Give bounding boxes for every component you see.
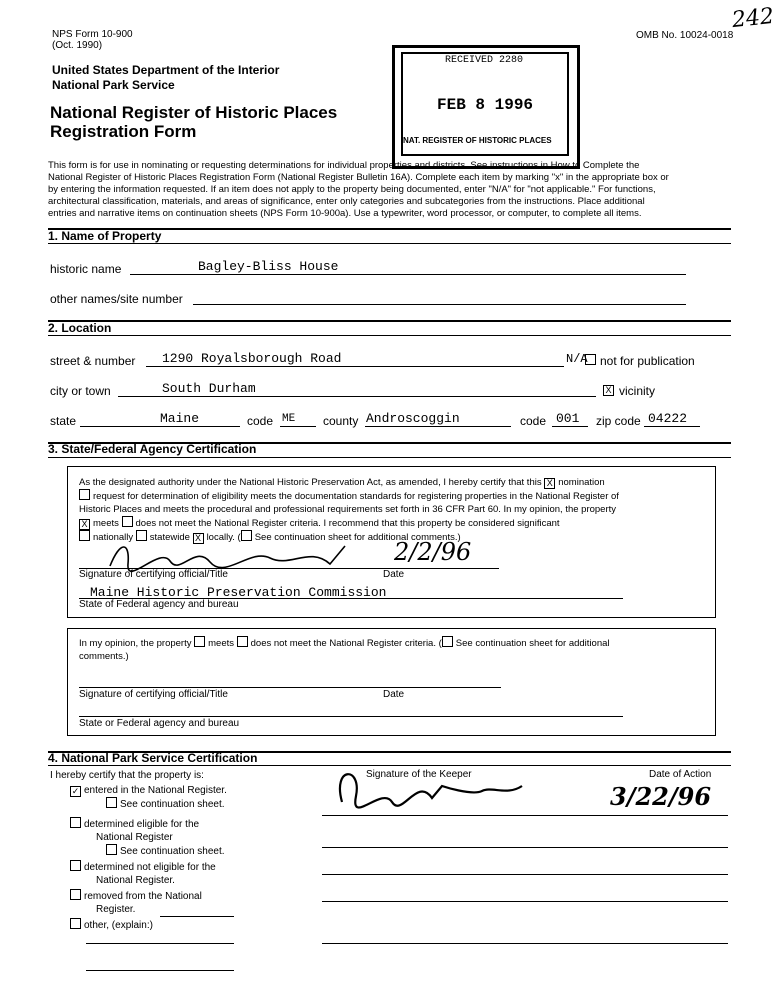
zip-label: zip code	[596, 414, 641, 428]
department: United States Department of the Interior	[52, 63, 280, 77]
street-line	[146, 366, 564, 367]
eligible-checkbox[interactable]	[70, 817, 81, 828]
entered-label: entered in the National Register.	[84, 785, 227, 796]
other-label: other, (explain:)	[84, 920, 153, 931]
county-label: county	[323, 414, 359, 428]
section-4-title: 4. National Park Service Certification	[48, 751, 258, 765]
title-line-2: Registration Form	[50, 122, 197, 141]
stamp-received: RECEIVED 2280	[445, 55, 524, 66]
historic-name-value[interactable]: Bagley-Bliss House	[198, 259, 339, 274]
intro-line: National Register of Historic Places Registration Form (National Register Bulletin 16A). Complete each item by marking "x" in the appropriate box or	[48, 172, 669, 183]
county-code-line	[552, 426, 588, 427]
received-stamp	[392, 45, 580, 169]
opinion-meets-checkbox[interactable]	[194, 636, 205, 647]
eligible-continuation-checkbox[interactable]	[106, 844, 117, 855]
keeper-line	[322, 815, 728, 816]
county-line	[365, 426, 511, 427]
reference-number: 242	[730, 3, 776, 34]
cert-line-2: request for determination of eligibility meets the documentation standards for registering properties in the National Register of	[93, 491, 619, 502]
intro-line: architectural classification, materials, and areas of significance, enter only categories and subcategories from the instructions. Place additional	[48, 196, 645, 207]
other-explain-line[interactable]	[160, 916, 234, 917]
continuation-label: See continuation sheet.	[120, 846, 225, 857]
agency-value[interactable]: Maine Historic Preservation Commission	[90, 585, 387, 600]
agency2-label: State or Federal agency and bureau	[79, 718, 240, 729]
county-code-value[interactable]: 001	[556, 411, 580, 426]
other-checkbox[interactable]	[70, 918, 81, 929]
opinion-text	[79, 636, 709, 663]
title-line-1: National Register of Historic Places	[50, 103, 338, 122]
vicinity-checkbox[interactable]: X	[603, 385, 614, 396]
keeper-line[interactable]	[322, 901, 728, 902]
cert-line-4: does not meet the National Register criteria. I recommend that this property be considered significant	[135, 518, 560, 529]
action-date[interactable]: 3/22/96	[610, 782, 712, 811]
signature2-label: Signature of certifying official/Title	[79, 689, 228, 700]
date-label: Date	[383, 569, 405, 580]
street-label: street & number	[50, 354, 136, 368]
instructions	[48, 160, 738, 220]
county-value[interactable]: Androscoggin	[366, 411, 460, 426]
city-line	[118, 396, 596, 397]
nomination-checkbox[interactable]: X	[544, 478, 555, 489]
state-label: state	[50, 414, 77, 428]
opinion-meets-label: meets	[208, 638, 234, 649]
opinion-line: In my opinion, the property	[79, 638, 192, 649]
signature2-line[interactable]	[79, 687, 501, 688]
not-eligible-label: determined not eligible for the	[84, 862, 216, 873]
zip-line	[644, 426, 700, 427]
form-number: NPS Form 10-900	[52, 29, 133, 40]
keeper-label: Signature of the Keeper	[366, 769, 472, 780]
state-line	[80, 426, 240, 427]
section-1-title: 1. Name of Property	[48, 229, 162, 243]
state-code-line	[280, 426, 316, 427]
keeper-line[interactable]	[322, 943, 728, 944]
opinion-line: See continuation sheet for additional	[455, 638, 610, 649]
meets-checkbox[interactable]: X	[79, 519, 90, 530]
intro-line: by entering the information requested. If an item does not apply to the property being documented, enter "N/A" for "not applicable." For functions,	[48, 184, 656, 195]
entered-continuation-checkbox[interactable]	[106, 797, 117, 808]
omb-number: OMB No. 10024-0018	[636, 30, 734, 41]
form-title	[50, 103, 337, 141]
other-names-label: other names/site number	[50, 292, 183, 306]
street-value[interactable]: 1290 Royalsborough Road	[162, 351, 342, 366]
form-date: (Oct. 1990)	[52, 40, 103, 51]
section-rule	[48, 457, 731, 458]
county-code-label: code	[520, 414, 547, 428]
explain-line[interactable]	[86, 943, 234, 944]
cert-line-3: Historic Places and meets the procedural and professional requirements set forth in 36 CFR Part 60. In my opinion, the property	[79, 504, 617, 515]
opinion-line: comments.)	[79, 651, 129, 662]
service: National Park Service	[52, 78, 175, 92]
city-label: city or town	[50, 384, 111, 398]
section-rule	[48, 243, 731, 244]
state-value[interactable]: Maine	[160, 411, 200, 426]
section-2-title: 2. Location	[48, 321, 112, 335]
meets-label: meets	[93, 518, 119, 529]
state-code-value[interactable]: ME	[282, 413, 296, 425]
nps-options	[70, 784, 227, 932]
continuation-label: See continuation sheet.	[120, 799, 225, 810]
locally-checkbox[interactable]: X	[193, 533, 204, 544]
removed-checkbox[interactable]	[70, 889, 81, 900]
stamp-date: FEB 8 1996	[437, 96, 534, 114]
not-eligible-checkbox[interactable]	[70, 860, 81, 871]
not-for-publication-label: not for publication	[600, 354, 695, 368]
certification-date[interactable]: 2/2/96	[394, 538, 472, 566]
section-rule	[48, 335, 731, 336]
eligible-label-2: National Register	[96, 832, 173, 843]
certify-statement: I hereby certify that the property is:	[50, 770, 204, 781]
state-code-label: code	[247, 414, 274, 428]
nationally-label: nationally	[93, 532, 134, 543]
zip-value[interactable]: 04222	[648, 411, 688, 426]
other-names-line[interactable]	[193, 304, 686, 305]
removed-label-2: Register.	[96, 904, 136, 915]
city-value[interactable]: South Durham	[162, 381, 256, 396]
opinion-continuation-checkbox[interactable]	[442, 636, 453, 647]
cert-line-5: See continuation sheet for additional comments.)	[254, 532, 461, 543]
nomination-label: nomination	[558, 477, 605, 488]
locally-label: locally. (	[206, 532, 241, 543]
na-value: N/A	[566, 352, 588, 366]
statewide-label: statewide	[149, 532, 190, 543]
not-eligible-label-2: National Register.	[96, 875, 175, 886]
section-3-title: 3. State/Federal Agency Certification	[48, 442, 257, 456]
explain-line[interactable]	[86, 970, 234, 971]
section-rule	[48, 320, 731, 322]
entered-checkbox[interactable]: ✓	[71, 786, 80, 796]
keeper-line[interactable]	[322, 847, 728, 848]
nationally-checkbox[interactable]	[79, 530, 90, 541]
eligible-label: determined eligible for the	[84, 819, 200, 830]
intro-line: This form is for use in nominating or requesting determinations for individual properties and districts. See instructions in How to Complete the	[48, 160, 640, 171]
not-for-publication-checkbox[interactable]	[585, 354, 596, 365]
historic-name-line	[130, 274, 686, 275]
determination-checkbox[interactable]	[79, 489, 90, 500]
removed-label: removed from the National	[84, 891, 202, 902]
action-date-label: Date of Action	[649, 769, 712, 780]
opinion-not-meet-checkbox[interactable]	[237, 636, 248, 647]
vicinity-label: vicinity	[619, 384, 656, 398]
certification-text	[79, 476, 709, 544]
date2-label: Date	[383, 689, 405, 700]
agency2-line[interactable]	[79, 716, 623, 717]
does-not-meet-checkbox[interactable]	[122, 516, 133, 527]
signature-label: Signature of certifying official/Title	[79, 569, 228, 580]
historic-name-label: historic name	[50, 262, 122, 276]
cert-line-1: As the designated authority under the National Historic Preservation Act, as amended, I hereby certify that this	[79, 477, 542, 488]
agency-label: State of Federal agency and bureau	[79, 599, 239, 610]
opinion-line: does not meet the National Register criteria. (	[250, 638, 442, 649]
keeper-line[interactable]	[322, 874, 728, 875]
stamp-register: NAT. REGISTER OF HISTORIC PLACES	[403, 136, 552, 145]
intro-line: entries and narrative items on continuation sheets (NPS Form 10-900a). Use a typewriter, word processor, or computer, to complete all items.	[48, 208, 642, 219]
